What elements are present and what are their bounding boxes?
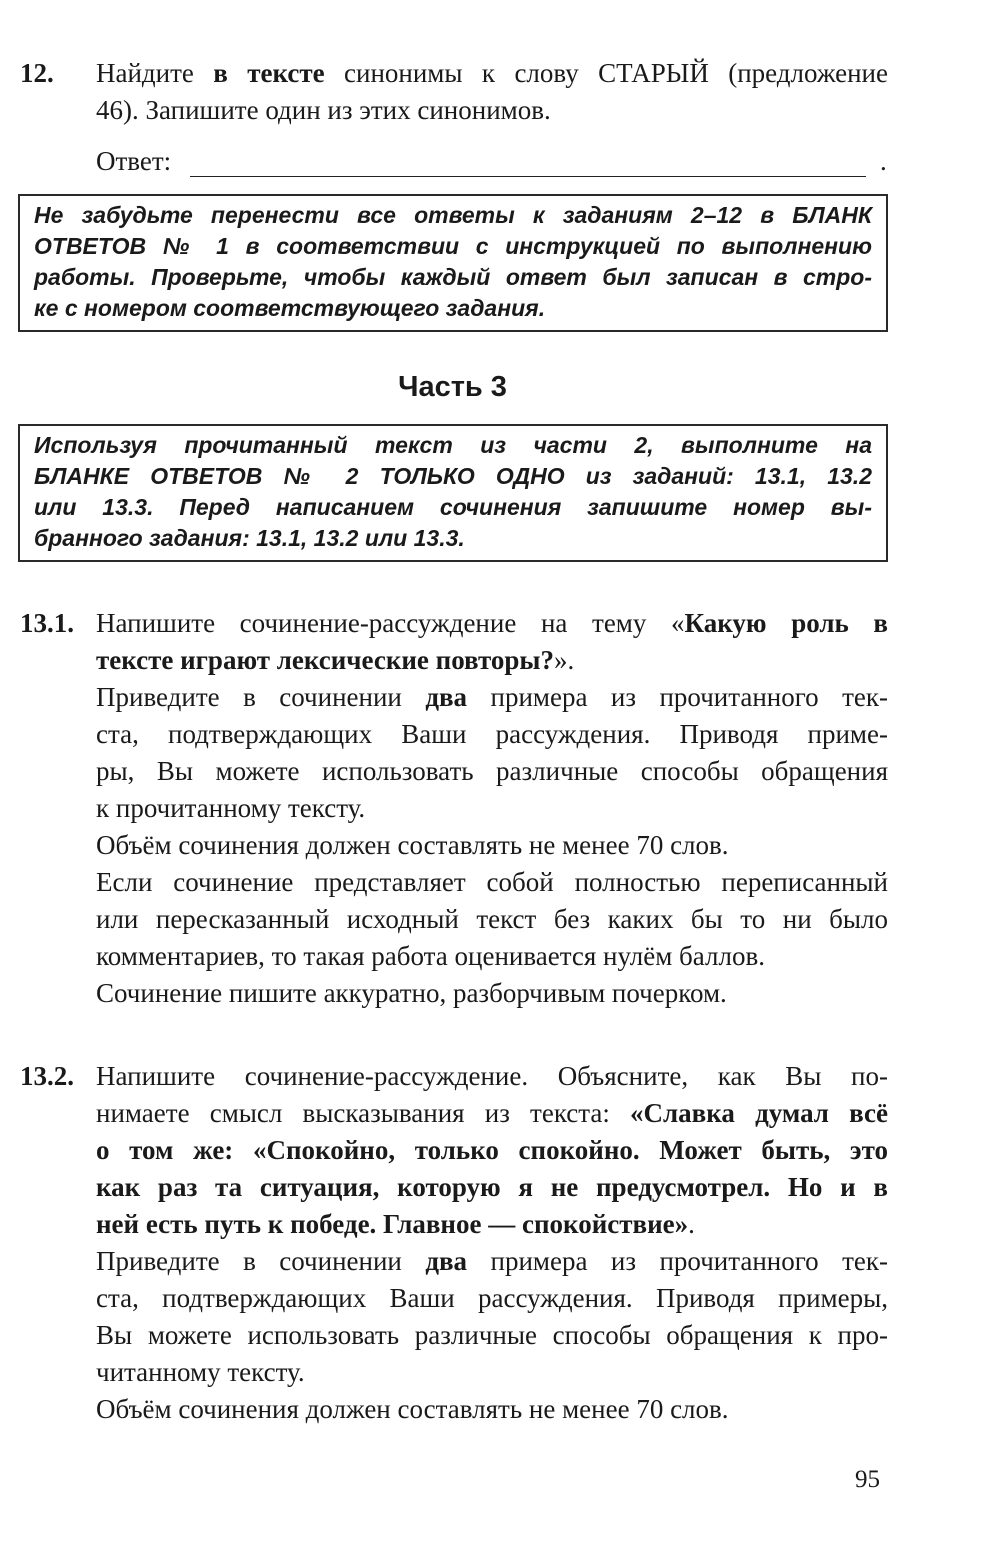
part-3-heading: Часть 3 <box>398 371 507 403</box>
task-13-2-p1c: примера из прочитанного тек- <box>467 1246 888 1276</box>
answer-field[interactable] <box>190 176 866 177</box>
task-13-2-p2: Объём сочинения должен составлять не менее 70 слов. <box>96 1394 729 1424</box>
task-13-2-quote-d: ней есть путь к победе. Главное — спокойствие» <box>96 1209 689 1239</box>
notice2-line: Используя прочитанный текст из части 2, выполните на <box>34 432 872 458</box>
answer-label: Ответ: <box>96 146 172 176</box>
task-13-2-text <box>96 1058 888 1428</box>
task-13-1-l2c: ». <box>553 645 575 675</box>
task-13-1-l1a: Напишите сочинение-рассуждение на тему « <box>96 608 685 638</box>
task-12-line1-c: синонимы к слову СТАРЫЙ (предложение <box>324 58 888 88</box>
task-12-line2: 46). Запишите один из этих синонимов. <box>96 95 551 125</box>
task-13-2-number: 13.2. <box>20 1061 74 1091</box>
task-13-2-p1-l2: ста, подтверждающих Ваши рассуждения. Приводя примеры, <box>96 1283 888 1313</box>
notice1-line: ОТВЕТОВ № 1 в соответствии с инструкцией по выполнению <box>34 233 872 259</box>
task-13-2-quote-a: «Славка думал всё <box>630 1098 888 1128</box>
task-13-2-l5c: . <box>688 1209 695 1239</box>
task-12-text <box>96 55 888 129</box>
task-13-1-topic-a: Какую роль в <box>684 608 889 638</box>
task-13-1-p1-l4: к прочитанному тексту. <box>96 793 366 823</box>
task-13-1-number: 13.1. <box>20 608 74 638</box>
notice2-line: или 13.3. Перед написанием сочинения запишите номер вы- <box>34 494 872 520</box>
task-13-2-p1-l3: Вы можете использовать различные способы обращения к про- <box>96 1320 888 1350</box>
notice1-line: работы. Проверьте, чтобы каждый ответ был записан в стро- <box>34 264 872 290</box>
task-13-1-p1c: примера из прочитанного тек- <box>467 682 888 712</box>
task-13-1-two: два <box>425 682 468 712</box>
task-13-1-topic-b: тексте играют лексические повторы? <box>96 645 554 675</box>
task-12-emph: в тексте <box>213 58 325 88</box>
task-13-2-l2a: нимаете смысл высказывания из текста: <box>96 1098 631 1128</box>
task-13-2-quote-b: о том же: «Спокойно, только спокойно. Может быть, это <box>96 1135 888 1165</box>
task-13-1-p1-l3: ры, Вы можете использовать различные способы обращения <box>96 756 888 786</box>
notice-box-transfer <box>18 194 888 332</box>
page-number: 95 <box>855 1466 880 1493</box>
task-13-2-two: два <box>425 1246 468 1276</box>
task-13-1-p3-l2: или пересказанный исходный текст без каких бы то ни было <box>96 904 888 934</box>
notice2-line: бранного задания: 13.1, 13.2 или 13.3. <box>34 525 465 551</box>
notice1-line: Не забудьте перенести все ответы к заданиям 2–12 в БЛАНК <box>34 202 872 228</box>
task-13-2-l1: Напишите сочинение-рассуждение. Объясните, как Вы по- <box>96 1061 888 1091</box>
notice-box-instructions <box>18 424 888 562</box>
task-13-2-p1a: Приведите в сочинении <box>96 1246 426 1276</box>
task-13-1-p3-l3: комментариев, то такая работа оценивается нулём баллов. <box>96 941 765 971</box>
task-12-number: 12. <box>20 58 54 88</box>
task-13-1-p3-l1: Если сочинение представляет собой полностью переписанный <box>96 867 888 897</box>
task-13-1-text <box>96 605 888 1012</box>
task-12-line1-a: Найдите <box>96 58 214 88</box>
task-13-1-p1-l2: ста, подтверждающих Ваши рассуждения. Приводя приме- <box>96 719 888 749</box>
task-13-1-p2: Объём сочинения должен составлять не менее 70 слов. <box>96 830 729 860</box>
task-13-1-p4: Сочинение пишите аккуратно, разборчивым почерком. <box>96 978 727 1008</box>
task-13-1-p1a: Приведите в сочинении <box>96 682 426 712</box>
task-13-2-quote-c: как раз та ситуация, которую я не предусмотрел. Но и в <box>96 1172 888 1202</box>
answer-end-dot: . <box>880 146 887 176</box>
task-13-2-p1-l4: читанному тексту. <box>96 1357 305 1387</box>
notice2-line: БЛАНКЕ ОТВЕТОВ № 2 ТОЛЬКО ОДНО из заданий: 13.1, 13.2 <box>34 463 872 489</box>
notice1-line: ке с номером соответствующего задания. <box>34 295 546 321</box>
